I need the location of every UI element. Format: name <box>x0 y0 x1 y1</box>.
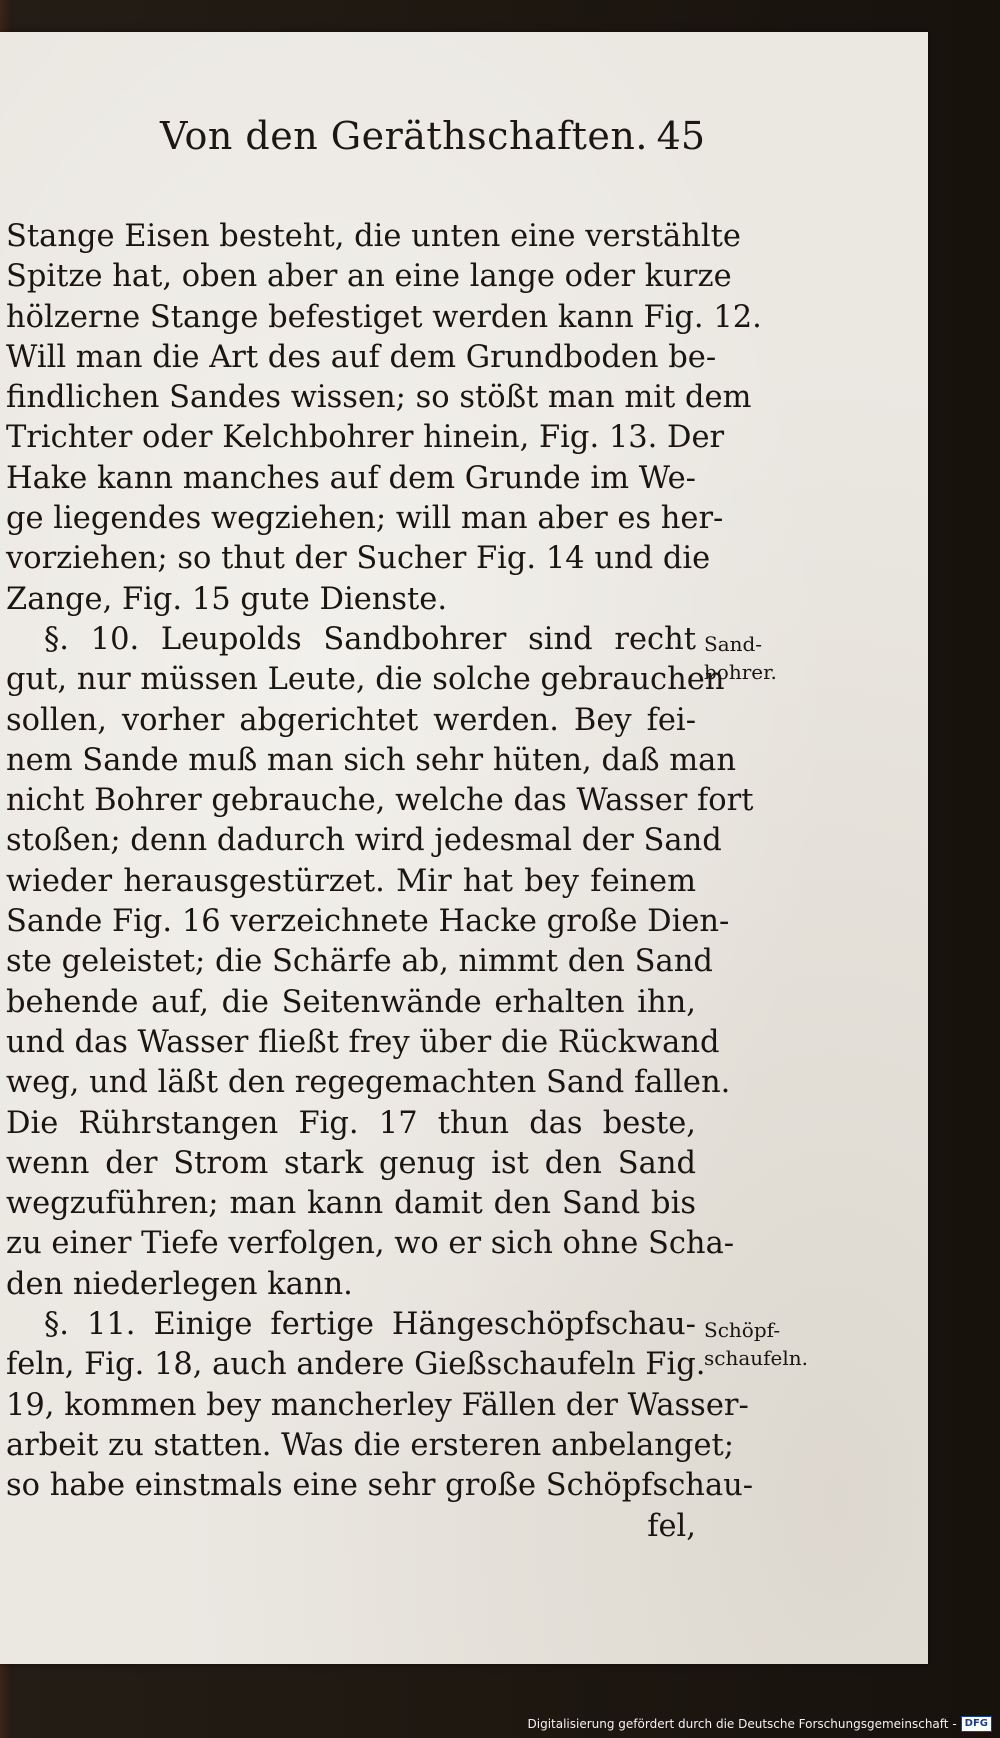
section-10-start: §. 10. Leupolds Sandbohrer sind recht <box>44 621 696 657</box>
text-line: vorziehen; so thut der Sucher Fig. 14 und die <box>6 541 711 577</box>
running-title: Von den Geräthschaften. <box>160 114 648 158</box>
catchword: fel, <box>647 1508 696 1544</box>
margin-note-line: schaufeln. <box>704 1346 809 1370</box>
margin-note-schoepfschaufeln <box>704 1316 814 1372</box>
page-header <box>160 114 705 178</box>
text-line: arbeit zu statten. Was die ersteren anbelanget; <box>6 1427 735 1463</box>
page-number: 45 <box>656 114 705 158</box>
text-line: nicht Bohrer gebrauche, welche das Wasser fort <box>6 783 754 819</box>
digitization-credit <box>528 1716 993 1732</box>
text-line: so habe einstmals eine sehr große Schöpfschau- <box>6 1468 754 1504</box>
text-line: weg, und läßt den regegemachten Sand fallen. <box>6 1065 731 1101</box>
text-line: und das Wasser fließt frey über die Rückwand <box>6 1024 720 1060</box>
text-line: feln, Fig. 18, auch andere Gießschaufeln Fig. <box>6 1347 706 1383</box>
body-text <box>6 217 762 1547</box>
margin-note-sandbohrer <box>704 630 814 686</box>
credit-text: Digitalisierung gefördert durch die Deutsche Forschungsgemeinschaft - <box>527 1717 957 1731</box>
text-line: Trichter oder Kelchbohrer hinein, Fig. 13. Der <box>6 420 725 456</box>
text-line: den niederlegen kann. <box>6 1266 353 1302</box>
text-line: Zange, Fig. 15 gute Dienste. <box>6 581 448 617</box>
section-11-start: §. 11. Einige fertige Hängeschöpfschau- <box>44 1307 696 1343</box>
text-line: hölzerne Stange befestiget werden kann Fig. 12. <box>6 299 762 335</box>
text-line: wieder herausgestürzet. Mir hat bey feinem <box>6 863 696 899</box>
text-line: wegzuführen; man kann damit den Sand bis <box>6 1186 696 1222</box>
text-line: 19, kommen bey mancherley Fällen der Wasser- <box>6 1387 749 1423</box>
margin-note-line: bohrer. <box>704 660 777 684</box>
dfg-logo: DFG <box>961 1716 992 1732</box>
text-line: ste geleistet; die Schärfe ab, nimmt den Sand <box>6 944 713 980</box>
text-line: ge liegendes wegziehen; will man aber es her- <box>6 501 724 537</box>
text-line: sollen, vorher abgerichtet werden. Bey fei- <box>6 702 696 738</box>
text-line: Spitze hat, oben aber an eine lange oder kurze <box>6 259 732 295</box>
text-line: gut, nur müssen Leute, die solche gebrauchen <box>6 662 725 698</box>
text-line: wenn der Strom stark genug ist den Sand <box>6 1145 696 1181</box>
text-line: behende auf, die Seitenwände erhalten ihn, <box>6 984 696 1020</box>
text-line: Will man die Art des auf dem Grundboden be- <box>6 339 717 375</box>
margin-note-line: Schöpf- <box>704 1318 781 1342</box>
book-page <box>0 32 928 1664</box>
text-line: Hake kann manches auf dem Grunde im We- <box>6 460 696 496</box>
text-line: nem Sande muß man sich sehr hüten, daß man <box>6 742 736 778</box>
text-line: Die Rührstangen Fig. 17 thun das beste, <box>6 1105 696 1141</box>
text-line: Stange Eisen besteht, die unten eine verstählte <box>6 219 741 254</box>
text-line: findlichen Sandes wissen; so stößt man mit dem <box>6 380 752 416</box>
text-line: Sande Fig. 16 verzeichnete Hacke große Dien- <box>6 904 730 940</box>
margin-note-line: Sand- <box>704 632 763 656</box>
text-line: stoßen; denn dadurch wird jedesmal der Sand <box>6 823 722 859</box>
text-line: zu einer Tiefe verfolgen, wo er sich ohne Scha- <box>6 1226 735 1262</box>
